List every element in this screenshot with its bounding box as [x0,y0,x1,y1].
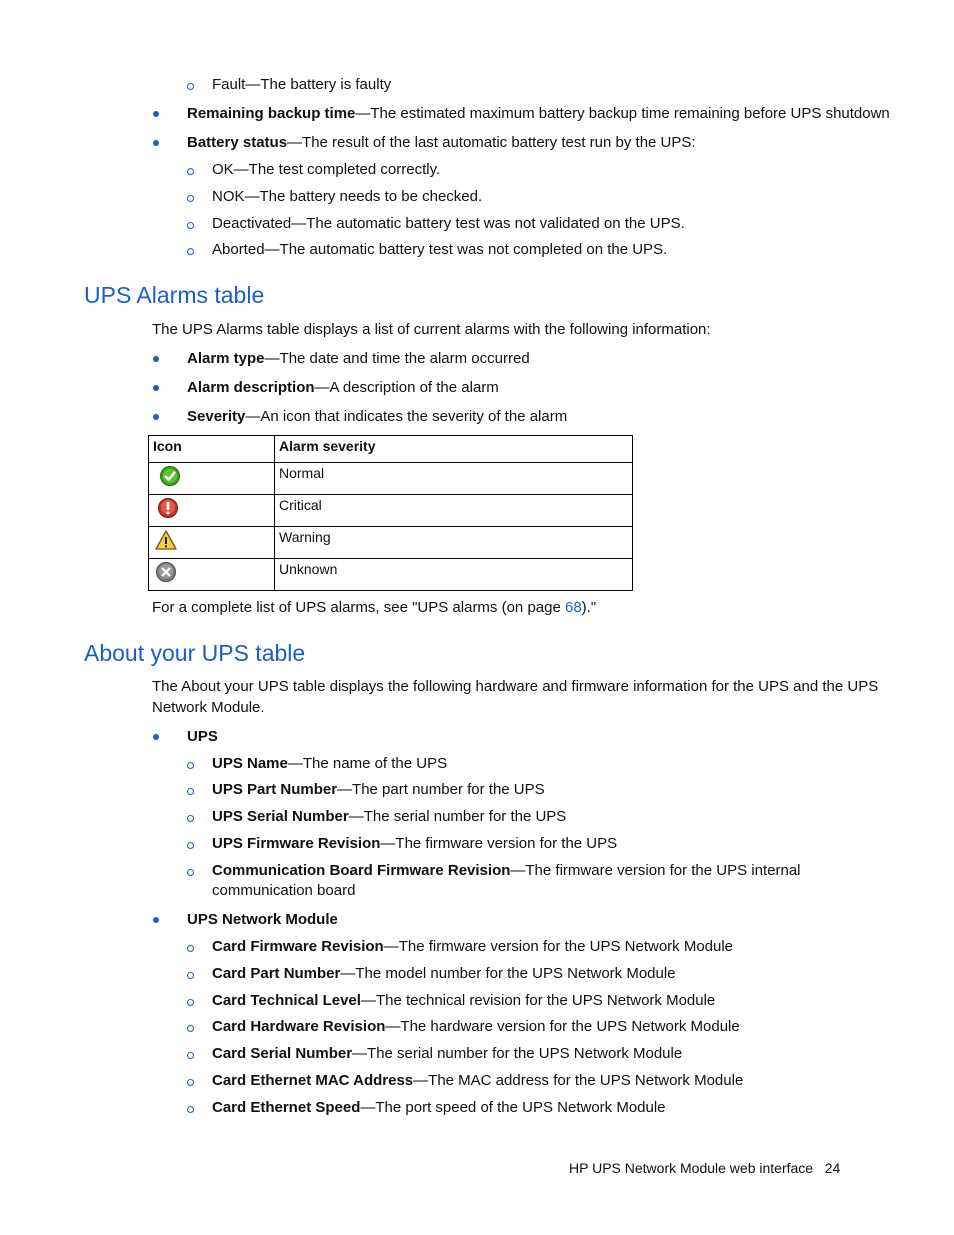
about-ups-heading: About your UPS table [84,640,306,666]
bullet [153,385,159,391]
table-row [149,527,633,559]
alarms-intro: The UPS Alarms table displays a list of current alarms with the following information: [152,321,711,338]
bullet [153,111,159,117]
sub-bullet [187,195,194,202]
ups-part-number-item [212,780,545,800]
battery-status-item [187,133,696,153]
term: Alarm description [187,379,315,396]
icon-cell [149,495,275,527]
term: UPS Name [212,755,288,772]
sub-bullet [187,1052,194,1059]
bullet [153,414,159,420]
table-row [149,559,633,591]
term: Severity [187,408,246,425]
page-number: 24 [824,1160,841,1176]
desc: —The MAC address for the UPS Network Module [413,1072,744,1089]
remaining-backup-time-item [187,104,890,124]
desc: —The firmware version for the UPS Network Module [383,938,734,955]
battery-status-aborted: Aborted—The automatic battery test was not completed on the UPS. [212,241,668,258]
ups-serial-number-item [212,807,566,827]
battery-fault-item: Fault—The battery is faulty [212,76,392,93]
icon-column-header: Icon [149,436,275,463]
alarm-type-item [187,349,530,369]
footnote-text-end: )." [581,599,597,616]
desc: —The model number for the UPS Network Module [340,965,676,982]
about-intro-line1: The About your UPS table displays the following hardware and firmware information for the UPS and the UPS [152,678,879,695]
term: Alarm type [187,350,265,367]
term: Card Serial Number [212,1045,353,1062]
severity-label: Normal [275,463,633,495]
about-intro-line2: Network Module. [152,699,265,716]
sub-bullet [187,1106,194,1113]
comm-board-firmware-item [212,861,801,881]
battery-status-ok: OK—The test completed correctly. [212,161,441,178]
icon-cell [149,527,275,559]
footer-title: HP UPS Network Module web interface [569,1160,814,1176]
term: Remaining backup time [187,105,356,122]
bullet [153,734,159,740]
warning-triangle-yellow-icon [155,529,177,551]
severity-label: Warning [275,527,633,559]
sub-bullet [187,815,194,822]
alarms-footnote [152,598,596,618]
desc: —The result of the last automatic battery test run by the UPS: [287,134,696,151]
term: UPS Serial Number [212,808,349,825]
ups-alarms-heading: UPS Alarms table [84,282,265,308]
icon-cell [149,463,275,495]
sub-bullet [187,168,194,175]
desc: —The firmware version for the UPS [380,835,618,852]
x-circle-gray-icon [155,561,177,583]
desc: —The technical revision for the UPS Network Module [360,992,716,1009]
sub-bullet [187,788,194,795]
term: Card Ethernet Speed [212,1099,361,1116]
ups-name-item [212,754,447,774]
severity-item [187,407,567,427]
bullet [153,356,159,362]
term: UPS Part Number [212,781,338,798]
desc: —The serial number for the UPS Network Module [352,1045,683,1062]
desc: —The port speed of the UPS Network Module [360,1099,666,1116]
desc: —The name of the UPS [287,755,448,772]
sub-bullet [187,999,194,1006]
sub-bullet [187,1079,194,1086]
desc: —The hardware version for the UPS Network Module [385,1018,740,1035]
term: Card Ethernet MAC Address [212,1072,414,1089]
term: Card Hardware Revision [212,1018,386,1035]
severity-label: Unknown [275,559,633,591]
page-footer [569,1158,840,1178]
desc: —The part number for the UPS [337,781,545,798]
comm-board-firmware-item-cont: communication board [212,882,356,899]
page-link[interactable]: 68 [564,599,582,616]
card-hardware-revision-item [212,1017,740,1037]
term: Card Firmware Revision [212,938,384,955]
sub-bullet [187,869,194,876]
card-ethernet-speed-item [212,1098,666,1118]
desc: —The date and time the alarm occurred [264,350,530,367]
card-serial-number-item [212,1044,682,1064]
desc: —A description of the alarm [314,379,499,396]
bullet [153,917,159,923]
sub-bullet [187,842,194,849]
footnote-text: For a complete list of UPS alarms, see "UPS alarms (on page [152,599,565,616]
sub-bullet [187,222,194,229]
term: Communication Board Firmware Revision [212,862,511,879]
card-mac-address-item [212,1071,743,1091]
bullet [153,140,159,146]
alarm-severity-table [148,435,633,591]
sub-bullet [187,945,194,952]
card-firmware-revision-item [212,937,733,957]
ups-group-label: UPS [187,728,218,745]
card-technical-level-item [212,991,715,1011]
sub-bullet [187,762,194,769]
desc: —The firmware version for the UPS internal [510,862,801,879]
icon-cell [149,559,275,591]
desc: —The estimated maximum battery backup time remaining before UPS shutdown [355,105,890,122]
term: Card Technical Level [212,992,361,1009]
desc: —The serial number for the UPS [348,808,567,825]
exclamation-circle-red-icon [157,497,179,519]
network-module-group-label: UPS Network Module [187,911,338,928]
term: Battery status [187,134,288,151]
table-row [149,495,633,527]
sub-bullet [187,83,194,90]
severity-column-header: Alarm severity [275,436,633,463]
table-row [149,463,633,495]
sub-bullet [187,248,194,255]
term: Card Part Number [212,965,341,982]
sub-bullet [187,972,194,979]
table-header-row [149,436,633,463]
desc: —An icon that indicates the severity of the alarm [245,408,568,425]
sub-bullet [187,1025,194,1032]
severity-label: Critical [275,495,633,527]
check-circle-green-icon [159,465,181,487]
card-part-number-item [212,964,676,984]
battery-status-deactivated: Deactivated—The automatic battery test was not validated on the UPS. [212,215,685,232]
battery-status-nok: NOK—The battery needs to be checked. [212,188,483,205]
term: UPS Firmware Revision [212,835,381,852]
ups-firmware-revision-item [212,834,617,854]
alarm-description-item [187,378,499,398]
